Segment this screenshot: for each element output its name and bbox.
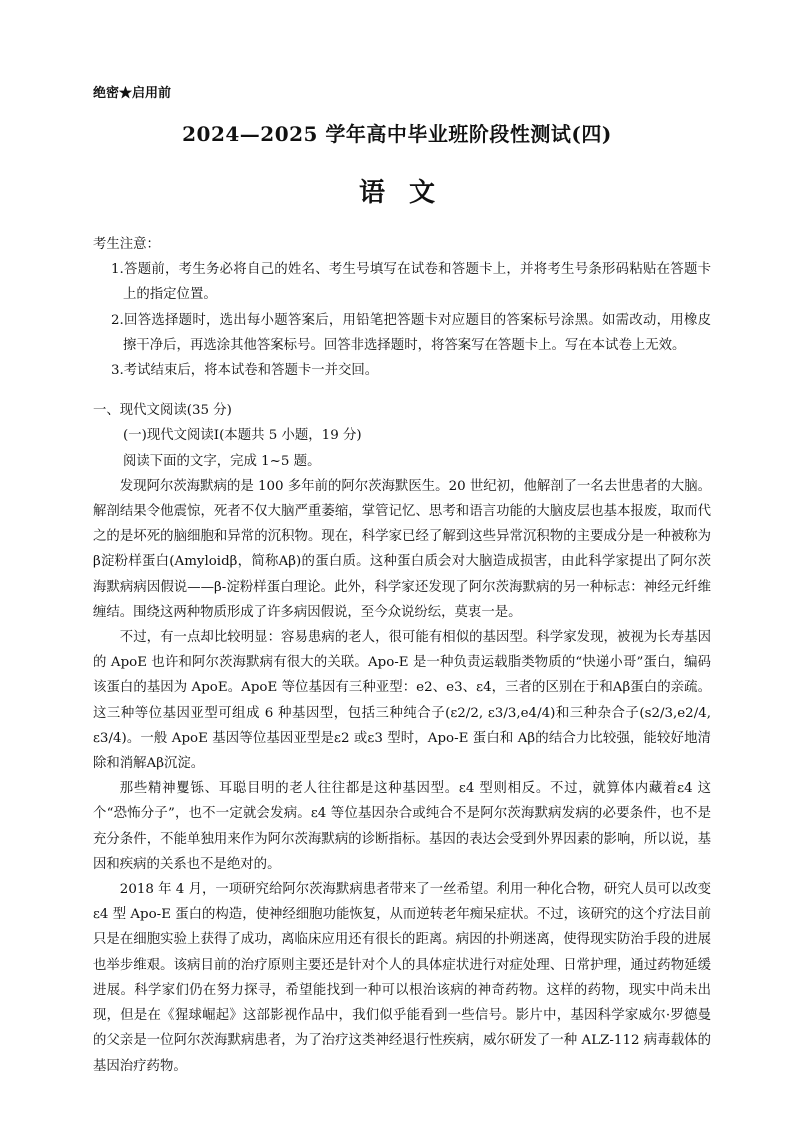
notice-item: 3.考试结束后，将本试卷和答题卡一并交回。	[111, 363, 379, 379]
reading-instruction: 阅读下面的文字，完成 1~5 题。	[123, 453, 321, 469]
secret-mark: 绝密★启用前	[93, 86, 172, 101]
notice-item: 1.答题前，考生务必将自己的姓名、考生号填写在试卷和答题卡上，并将考生号条形码粘贴在答题卡上的指定位置。	[111, 262, 711, 303]
exam-body	[93, 232, 711, 1079]
subject-title: 语文	[358, 178, 459, 208]
section-subtitle: (一)现代文阅读Ⅰ(本题共 5 小题，19 分)	[123, 428, 362, 444]
notice-heading: 考生注意：	[93, 237, 160, 252]
passage-paragraph: 不过，有一点却比较明显：容易患病的老人，很可能有相似的基因型。科学家发现，被视为长寿基因的 ApoE 也许和阿尔茨海默病有很大的关联。Apo-E 是一种负责运载脂类物质的“快递小哥”蛋白，编码该蛋白的基因为 ApoE。ApoE 等位基因有三种亚型：e2、e3、ε4，三者的区别在于和Aβ蛋白的亲疏。这三种等位基因亚型可组成 6 种基因型，包括三种纯合子(ε2/2, ε3/3,e4/4)和三种杂合子(s2/3,e2/4, ε3/4)。一般 ApoE 基因等位基因亚型是ε2 或ε3 型时，Apo-E 蛋白和 Aβ的结合力比较强，能较好地清除和消解Aβ沉淀。	[93, 630, 711, 772]
passage-paragraph: 那些精神矍铄、耳聪目明的老人往往都是这种基因型。ε4 型则相反。不过，就算体内藏着ε4 这个“恐怖分子”，也不一定就会发病。ε4 等位基因杂合或纯合不是阿尔茨海默病发病的必要条件，也不是充分条件，不能单独用来作为阿尔茨海默病的诊断指标。基因的表达会受到外界因素的影响，所以说，基因和疾病的关系也不是绝对的。	[93, 781, 711, 872]
passage-paragraph: 2018 年 4 月，一项研究给阿尔茨海默病患者带来了一丝希望。利用一种化合物，研究人员可以改变ε4 型 Apo-E 蛋白的构造，使神经细胞功能恢复，从而逆转老年痴呆症状。不过，该研究的这个疗法目前只是在细胞实验上获得了成功，离临床应用还有很长的距离。病因的扑朔迷离，使得现实防治手段的进展也举步维艰。该病目前的治疗原则主要还是针对个人的具体症状进行对症处理、日常护理，通过药物延缓进展。科学家们仍在努力探寻，希望能找到一种可以根治该病的神奇药物。这样的药物，现实中尚未出现，但是在《猩球崛起》这部影视作品中，我们似乎能看到一些信号。影片中，基因科学家威尔·罗德曼的父亲是一位阿尔茨海默病患者，为了治疗这类神经退行性疾病，威尔研发了一种 ALZ-112 病毒载体的基因治疗药物。	[93, 882, 711, 1074]
section-title: 一、现代文阅读(35 分)	[93, 403, 232, 419]
notice-item: 2.回答选择题时，选出每小题答案后，用铅笔把答题卡对应题目的答案标号涂黑。如需改动，用橡皮擦干净后，再选涂其他答案标号。回答非选择题时，将答案写在答题卡上。写在本试卷上无效。	[111, 312, 711, 353]
passage-paragraph: 发现阿尔茨海默病的是 100 多年前的阿尔茨海默医生。20 世纪初，他解剖了一名去世患者的大脑。解剖结果令他震惊，死者不仅大脑严重萎缩，掌管记忆、思考和语言功能的大脑皮层也基本报废，取而代之的是坏死的脑细胞和异常的沉积物。现在，科学家已经了解到这些异常沉积物的主要成分是一种被称为β淀粉样蛋白(Amyloidβ，简称Aβ)的蛋白质。这种蛋白质会对大脑造成损害，由此科学家提出了阿尔茨海默病病因假说——β-淀粉样蛋白理论。此外，科学家还发现了阿尔茨海默病的另一种标志：神经元纤维缠结。围绕这两种物质形成了许多病因假说，至今众说纷纭，莫衷一是。	[93, 478, 711, 620]
exam-title: 2024—2025 学年高中毕业班阶段性测试(四)	[182, 122, 612, 146]
spacer	[93, 383, 711, 398]
